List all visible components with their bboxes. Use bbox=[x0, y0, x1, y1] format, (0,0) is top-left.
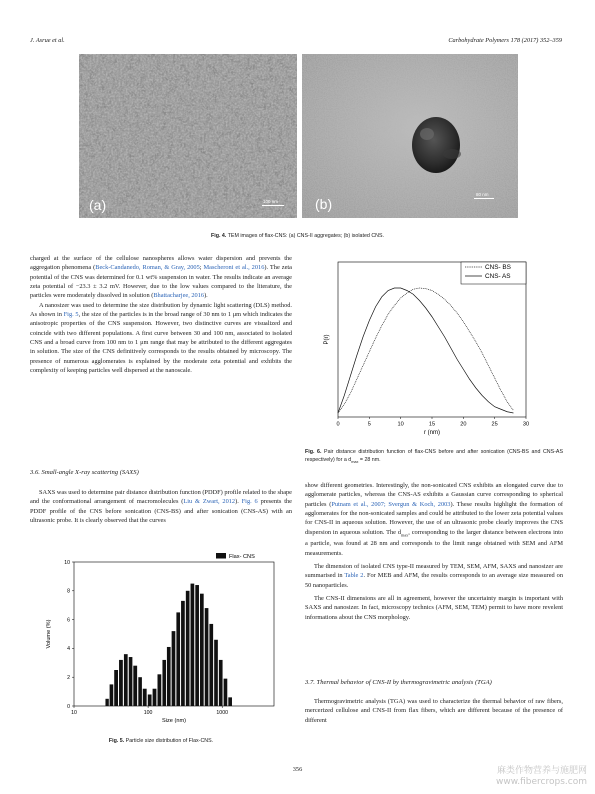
panel-label-a: (a) bbox=[89, 197, 107, 213]
text-run: ). The zeta potential of the CNS was determined for 0.1 wt% suspension in water. The results indicate an average zeta potential of −23.3 ± 3.2 mV. However, due to the low values compared to the literature, the particles were moderately dissolved in solution ( bbox=[30, 264, 292, 300]
data-bar bbox=[162, 660, 166, 706]
table-link-table2[interactable]: Table 2 bbox=[344, 572, 364, 580]
text-run: ). These results highlight the formation of agglomerates for the non-sonicated samples and could be attributed to the lower zeta potential values for CNS-II in aqueous solution. However, the use of an ultrasonic probe clearly improves the CNS dispersion in aqueous solution. The d bbox=[305, 500, 564, 536]
text-run: The dimension of isolated CNS type-II measured by TEM, SEM, AFM, SAXS and nanosizer are summarised in bbox=[305, 563, 563, 580]
tem-texture-a bbox=[79, 54, 297, 218]
x-tick-label: 10 bbox=[71, 710, 77, 716]
x-axis-label: r (nm) bbox=[424, 430, 440, 436]
data-bar bbox=[228, 697, 232, 706]
y-tick-label: 2 bbox=[67, 675, 70, 681]
running-header-journal: Carbohydrate Polymers 178 (2017) 352–359 bbox=[448, 37, 562, 44]
x-tick-label: 0 bbox=[336, 421, 340, 428]
right-column-tga bbox=[305, 697, 563, 725]
left-column bbox=[30, 254, 292, 375]
text-run: , the size of the particles is in the broad range of 30 nm to 1 μm which indicates the anisotropic properties of the CNS suspension. However, two distinctive curves are visualized and coincide with two different populations. A first curve between 30 and 100 nm, associated to isolated CNS and a broad curve from 100 nm to 1 μm range that may be attributed to the different aggregates in solution. The size of the CNS definitively corresponds to the results obtained by microscopy. The presence of numerous agglomerates is explained by the moderate zeta potential and exhibits the complexity of keeping particles well dispersed at the nanoscale. bbox=[30, 311, 292, 375]
figure-6-pddf-chart bbox=[316, 254, 530, 444]
data-bar bbox=[133, 666, 137, 706]
paragraph-dls bbox=[30, 301, 292, 376]
text-subscript: max bbox=[401, 531, 409, 537]
paragraph-zeta-potential bbox=[30, 254, 292, 301]
figure-6-caption-end: = 28 nm. bbox=[358, 456, 381, 463]
series-line-cns-bs bbox=[338, 288, 513, 413]
data-bar bbox=[200, 594, 204, 706]
figure-4-caption-text: TEM images of flax-CNS: (a) CNS-II aggregates; (b) isolated CNS. bbox=[226, 233, 384, 239]
figure-5-caption-text: Particle size distribution of Flax-CNS. bbox=[124, 738, 214, 744]
x-tick-label: 1000 bbox=[216, 710, 228, 716]
data-bar bbox=[148, 694, 152, 706]
text-run: charged at the surface of the cellulose nanospheres allows water dispersion and prevents the aggregation phenomena ( bbox=[30, 255, 292, 272]
legend-label: CNS- AS bbox=[485, 273, 511, 280]
y-axis-label: Volume (%) bbox=[46, 619, 52, 649]
figure-5-caption bbox=[30, 738, 292, 746]
left-column-saxs bbox=[30, 488, 292, 525]
data-bar bbox=[119, 660, 123, 706]
text-run: show different geometries. Interestingly, the non-sonicated CNS exhibits an elongated curve due to agglomerate particles, whereas the CNS-AS exhibits a Gaussian curve corresponding to spherical particles ( bbox=[305, 482, 563, 508]
text-run: ). bbox=[235, 498, 242, 506]
data-bar bbox=[129, 657, 133, 706]
y-tick-label: 6 bbox=[67, 617, 70, 624]
citation-link-liu-zwart[interactable]: Liu & Zwart, 2012 bbox=[183, 498, 236, 506]
running-header-authors: J. Asrue et al. bbox=[30, 37, 65, 44]
data-bar bbox=[186, 591, 190, 706]
legend-label: CNS- BS bbox=[485, 264, 511, 271]
figure-6-caption-label: Fig. 6. bbox=[305, 449, 322, 455]
data-bar bbox=[124, 654, 128, 706]
page-number: 356 bbox=[292, 766, 303, 773]
text-run: , corresponding to the larger distance between electrons into a particle, was found at 28 nm and corresponds to the limit range obtained with SEM and AFM measurements. bbox=[305, 528, 564, 557]
paragraph-dimensions bbox=[305, 562, 563, 590]
figure-4-caption bbox=[0, 233, 595, 241]
scale-label-a: 100 nm bbox=[263, 199, 279, 204]
text-run: ). bbox=[204, 292, 208, 300]
citation-link-beck-candanedo[interactable]: Beck-Candanedo, Roman, & Gray, 2005 bbox=[95, 264, 200, 272]
x-tick-label: 30 bbox=[522, 421, 530, 428]
text-run: . For MEB and AFM, the results corresponds to an average size measured on 50 nanoparticles. bbox=[305, 572, 563, 589]
data-bar bbox=[205, 608, 209, 706]
data-bar bbox=[167, 647, 171, 706]
data-bar bbox=[114, 670, 118, 706]
paragraph-tga: Thermogravimetric analysis (TGA) was used to characterize the thermal behavior of raw fibers, mercerized cellulose and CNS-II from flax fibers, which are different because of the presence of different bbox=[305, 698, 563, 724]
section-heading-tga: 3.7. Thermal behavior of CNS-II by thermogravimetric analysis (TGA) bbox=[305, 679, 492, 686]
y-tick-label: 4 bbox=[67, 646, 70, 653]
text-run: ; bbox=[199, 264, 204, 272]
paragraph-agreement: The CNS-II dimensions are all in agreement, however the uncertainty margin is important with SAXS and nanosizer. In fact, microscopy technics (AFM, SEM, TEM) permit to have more revelent informations about the CNS morphology. bbox=[305, 595, 563, 621]
x-tick-label: 5 bbox=[367, 421, 371, 428]
data-bar bbox=[224, 679, 228, 706]
data-bar bbox=[172, 631, 176, 706]
figure-5-size-distribution-chart bbox=[40, 548, 290, 738]
x-tick-label: 100 bbox=[143, 710, 153, 716]
x-tick-label: 15 bbox=[428, 421, 436, 428]
y-tick-label: 8 bbox=[67, 588, 70, 595]
series-line-cns-as bbox=[338, 288, 513, 413]
data-bar bbox=[176, 612, 180, 706]
data-bar bbox=[138, 677, 142, 706]
scale-bar-b bbox=[474, 198, 494, 200]
scale-bar-a bbox=[262, 205, 284, 207]
scale-label-b: 80 nm bbox=[476, 192, 489, 197]
data-bar bbox=[158, 674, 162, 706]
citation-link-putnam-svergun[interactable]: Putnam et al., 2007; Svergun & Koch, 2003 bbox=[331, 500, 451, 508]
x-tick-label: 25 bbox=[491, 421, 498, 428]
legend-swatch bbox=[216, 553, 226, 559]
data-bar bbox=[153, 689, 157, 706]
figure-5-caption-label: Fig. 5. bbox=[108, 738, 125, 744]
data-bar bbox=[191, 584, 195, 706]
data-bar bbox=[214, 640, 218, 706]
text-run: SAXS was used to determine pair distance distribution function (PDDF) profile related to the shape and the conformational arrangement of macromolecules ( bbox=[30, 489, 292, 506]
plot-frame bbox=[338, 262, 526, 417]
figure-6-caption bbox=[305, 449, 563, 466]
text-run: presents the PDDF profile of the CNS before sonication (CNS-BS) and after sonication (CNS-AS) with an ultrasonic probe. It is clearly observed that the curves bbox=[30, 498, 292, 525]
right-column bbox=[305, 481, 563, 622]
x-tick-label: 20 bbox=[460, 421, 467, 428]
watermark: 麻类作物营养与施肥网 www.fibercrops.com bbox=[496, 766, 587, 787]
panel-label-b: (b) bbox=[315, 196, 333, 212]
citation-link-mascheroni[interactable]: Mascheroni et al., 2016 bbox=[203, 264, 265, 272]
data-bar bbox=[209, 624, 213, 706]
data-bar bbox=[110, 684, 114, 706]
text-run: A nanosizer was used to determine the size distribution by dynamic light scattering (DLS) method. As shown in bbox=[30, 301, 292, 319]
caption-subscript: max bbox=[351, 459, 359, 464]
x-tick-label: 10 bbox=[397, 421, 404, 428]
data-bar bbox=[219, 660, 223, 706]
tem-image-isolated-cns bbox=[302, 54, 518, 218]
y-tick-label: 10 bbox=[64, 559, 70, 566]
data-bar bbox=[105, 699, 108, 706]
data-bar bbox=[195, 585, 199, 706]
figure-link-fig6[interactable]: Fig. 6 bbox=[241, 498, 258, 506]
figure-link-fig5[interactable]: Fig. 5 bbox=[63, 311, 79, 319]
y-axis-label: P(r) bbox=[324, 334, 330, 345]
figure-6-caption-text: Pair distance distribution function of flax-CNS before and after sonication (CNS-BS and CNS-AS respectively) for a d bbox=[305, 449, 563, 463]
legend-label: Flax- CNS bbox=[229, 554, 255, 560]
paragraph-sonication bbox=[305, 481, 563, 558]
y-tick-label: 0 bbox=[67, 703, 70, 710]
data-bar bbox=[143, 689, 147, 706]
figure-4-caption-label: Fig. 4. bbox=[211, 233, 227, 239]
paragraph-saxs bbox=[30, 488, 292, 525]
section-heading-saxs: 3.6. Small-angle X-ray scattering (SAXS) bbox=[30, 469, 139, 476]
data-bar bbox=[181, 601, 185, 706]
citation-link-bhattacharjee[interactable]: Bhattacharjee, 2016 bbox=[153, 292, 205, 300]
tem-image-aggregates bbox=[79, 54, 297, 218]
x-axis-label: Size (nm) bbox=[162, 718, 186, 724]
